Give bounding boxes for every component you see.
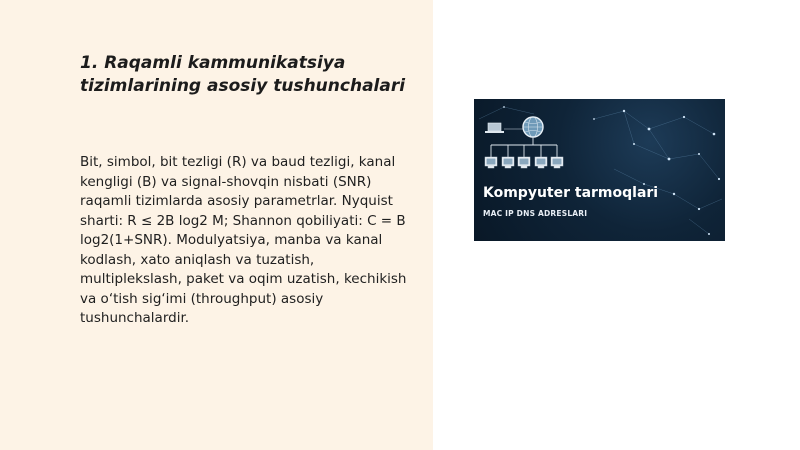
thumbnail-title: Kompyuter tarmoqlari [483,185,659,201]
slide-body-text: Bit, simbol, bit tezligi (R) va baud tezligi, kanal kengligi (B) va signal-shovqin nisbati (SNR) raqamli tizimlarda asosiy parametrlar. Nyquist sharti: R ≤ 2B log2 M; Shannon qobiliyati: C = B log2(1+SNR). Modulyatsiya, manba va kanal kodlash, xato aniqlash va tuzatish, multiplekslash, paket va oqim uzatish, kechikish va o‘tish sig‘imi (throughput) asosiy tushunchalardir. [80,154,407,326]
network-diagram [474,99,725,241]
thumbnail-subtitle: MAC IP DNS ADRESLARI [483,209,588,218]
globe-icon [523,117,543,137]
network-thumbnail-image[interactable] [474,99,725,241]
network-links [491,137,557,157]
laptop-icon [485,123,504,133]
slide-title: 1. Raqamli kammunikatsiya tizimlarining asosiy tushunchalari [80,53,406,96]
